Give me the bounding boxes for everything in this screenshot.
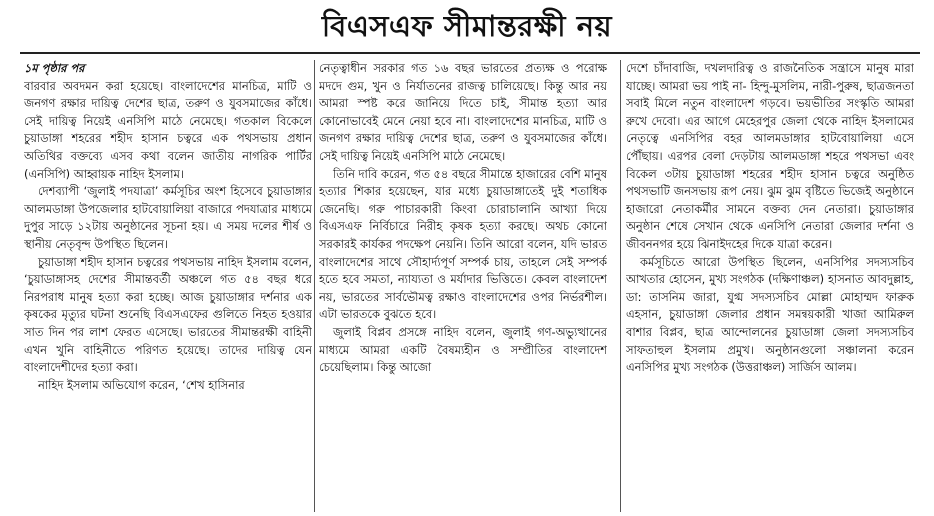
paragraph: নাহিদ ইসলাম অভিযোগ করেন, ‘শেখ হাসিনার: [38, 377, 245, 392]
column-divider: [314, 60, 315, 512]
paragraph: নেতৃত্বাধীন সরকার গত ১৬ বছর ভারতের প্রত্যক্ষ ও পরোক্ষ মদদে গুম, খুন ও নির্যাতনের রাজত্ব চালিয়েছে। কিন্তু আর নয় আমরা স্পষ্ট করে জানিয়ে দিতে চাই, সীমান্ত হত্যা আর কোনোভাবেই মেনে নেয়া হবে না। বাংলাদেশের মানচিত্র, মাটি ও জনগণ রক্ষার দায়িত্ব দেশের ছাত্র, তরুণ ও যুবসমাজের কাঁধে। সেই দায়িত্ব নিয়েই এনসিপি মাঠে নেমেছে।: [319, 61, 607, 163]
paragraph: দেশে চাঁদাবাজি, দখলদারিত্ব ও রাজনৈতিক সন্ত্রাসে মানুষ মারা যাচ্ছে। আমরা ভয় পাই না- হিন্দু-মুসলিম, নারী-পুরুষ, ছাত্রজনতা সবাই মিলে নতুন বাংলাদেশ গড়বে। ভয়ভীতির সংস্কৃতি আমরা রুখে দেবো। এর আগে মেহেরপুর জেলা থেকে নাহিদ ইসলামের নেতৃত্বে এনসিপির বহর আলমডাঙ্গার হাটবোয়ালিয়া এসে পৌঁছায়। এরপর বেলা দেড়টায় আলমডাঙ্গা শহরে পথসভা এবং বিকেল ৩টায় চুয়াডাঙ্গা শহরের শহীদ হাসান চত্বরে অনুষ্ঠিত পথসভাটি জনসভায় রূপ নেয়। ঝুম ঝুম বৃষ্টিতে ভিজেই অনুষ্ঠানে হাজারো নেতাকর্মীর সামনে বক্তব্য দেন নেতারা। চুয়াডাঙ্গার অনুষ্ঠান শেষে সেখান থেকে এনসিপি নেতারা জেলার দর্শনা ও জীবননগর হয়ে ঝিনাইদহের দিকে যাত্রা করেন।: [626, 61, 914, 251]
paragraph: চুয়াডাঙ্গা শহীদ হাসান চত্বরের পথসভায় নাহিদ ইসলাম বলেন, ‘চুয়াডাঙ্গাসহ দেশের সীমান্তবর্তী অঞ্চলে গত ৫৪ বছর ধরে নিরপরাধ মানুষ হত্যা করা হচ্ছে। আজ চুয়াডাঙ্গার দর্শনার এক কৃষকের মৃত্যুর ঘটনা শুনেছি বিএসএফের গুলিতে নিহত হওয়ার সাত দিন পর লাশ ফেরত এসেছে। ভারতের সীমান্তরক্ষী বাহিনী এখন খুনি বাহিনীতে পরিণত হয়েছে। তাদের দায়িত্ব যেন বাংলাদেশীদের হত্যা করা।: [24, 254, 312, 375]
paragraph: জুলাই বিপ্লব প্রসঙ্গে নাহিদ বলেন, জুলাই গণ-অভ্যুত্থানের মাধ্যমে আমরা একটি বৈষম্যহীন ও সম্প্রীতির বাংলাদেশ চেয়েছিলাম। কিন্তু আজো: [319, 324, 607, 375]
column-1: [24, 60, 312, 512]
column-3: [626, 60, 914, 512]
headline-area: [0, 0, 934, 56]
headline-rule: [20, 52, 920, 54]
column-2: [319, 60, 607, 512]
column-divider: [620, 60, 621, 512]
paragraph-text: বারবার অবদমন করা হয়েছে। বাংলাদেশের মানচিত্র, মাটি ও জনগণ রক্ষার দায়িত্ব দেশের ছাত্র, তরুণ ও যুবসমাজের কাঁধে। সেই দায়িত্ব নিয়েই এনসিপি মাঠে নেমেছে। গতকাল বিকেলে চুয়াডাঙ্গা শহরের শহীদ হাসান চত্বরে এক পথসভায় প্রধান অতিথির বক্তব্যে এসব কথা বলেন জাতীয় নাগরিক পার্টির (এনসিপি) আহ্বায়ক নাহিদ ইসলাম।: [24, 78, 312, 181]
paragraph: [24, 60, 312, 183]
paragraph: কর্মসূচিতে আরো উপস্থিত ছিলেন, এনসিপির সদস্যসচিব আখতার হোসেন, মুখ্য সংগঠক (দক্ষিণাঞ্চল) হাসনাত আবদুল্লাহ, ডা: তাসনিম জারা, যুগ্ম সদস্যসচিব মোল্লা মোহাম্মদ ফারুক এহসান, চুয়াডাঙ্গা জেলার প্রধান সমন্বয়কারী খাজা আমিরুল বাশার বিপ্লব, ছাত্র আন্দোলনের চুয়াডাঙ্গা জেলা সদস্যসচিব সাফতাহুল ইসলাম প্রমুখ। অনুষ্ঠানগুলো সঞ্চালনা করেন এনসিপির মুখ্য সংগঠক (উত্তরাঞ্চল) সার্জিস আলম।: [626, 254, 914, 375]
paragraph: তিনি দাবি করেন, গত ৫৪ বছরে সীমান্তে হাজারের বেশি মানুষ হত্যার শিকার হয়েছেন, যার মধ্যে চুয়াডাঙ্গাতেই দুই শতাধিক জেনেছি। গরু পাচারকারী কিংবা চোরাচালানি আখ্যা দিয়ে বিএসএফ নির্বিচারে নিরীহ কৃষক হত্যা করছে। অথচ কোনো সরকারই কার্যকর পদক্ষেপ নেয়নি। তিনি আরো বলেন, যদি ভারত বাংলাদেশের সাথে সৌহার্দ্যপূর্ণ সম্পর্ক চায়, তাহলে সেই সম্পর্ক হতে হবে সমতা, ন্যায্যতা ও মর্যাদার ভিত্তিতে। কেবল বাংলাদেশ নয়, ভারতের সার্বভৌমত্ব রক্ষাও বাংলাদেশের ওপর নির্ভরশীল। এটা ভারতকে বুঝতে হবে।: [319, 166, 607, 322]
paragraph: দেশব্যাপী ‘জুলাই পদযাত্রা’ কর্মসূচির অংশ হিসেবে চুয়াডাঙ্গার আলমডাঙ্গা উপজেলার হাটবোয়ালিয়া বাজারে পদযাত্রার মাধ্যমে দুপুর সাড়ে ১২টায় অনুষ্ঠানের সূচনা হয়। এ সময় দলের শীর্ষ ও স্থানীয় নেতৃবৃন্দ উপস্থিত ছিলেন।: [24, 184, 312, 251]
continuation-kicker: ১ম পৃষ্ঠার পর: [24, 61, 85, 75]
headline: বিএসএফ সীমান্তরক্ষী নয়: [321, 9, 613, 43]
